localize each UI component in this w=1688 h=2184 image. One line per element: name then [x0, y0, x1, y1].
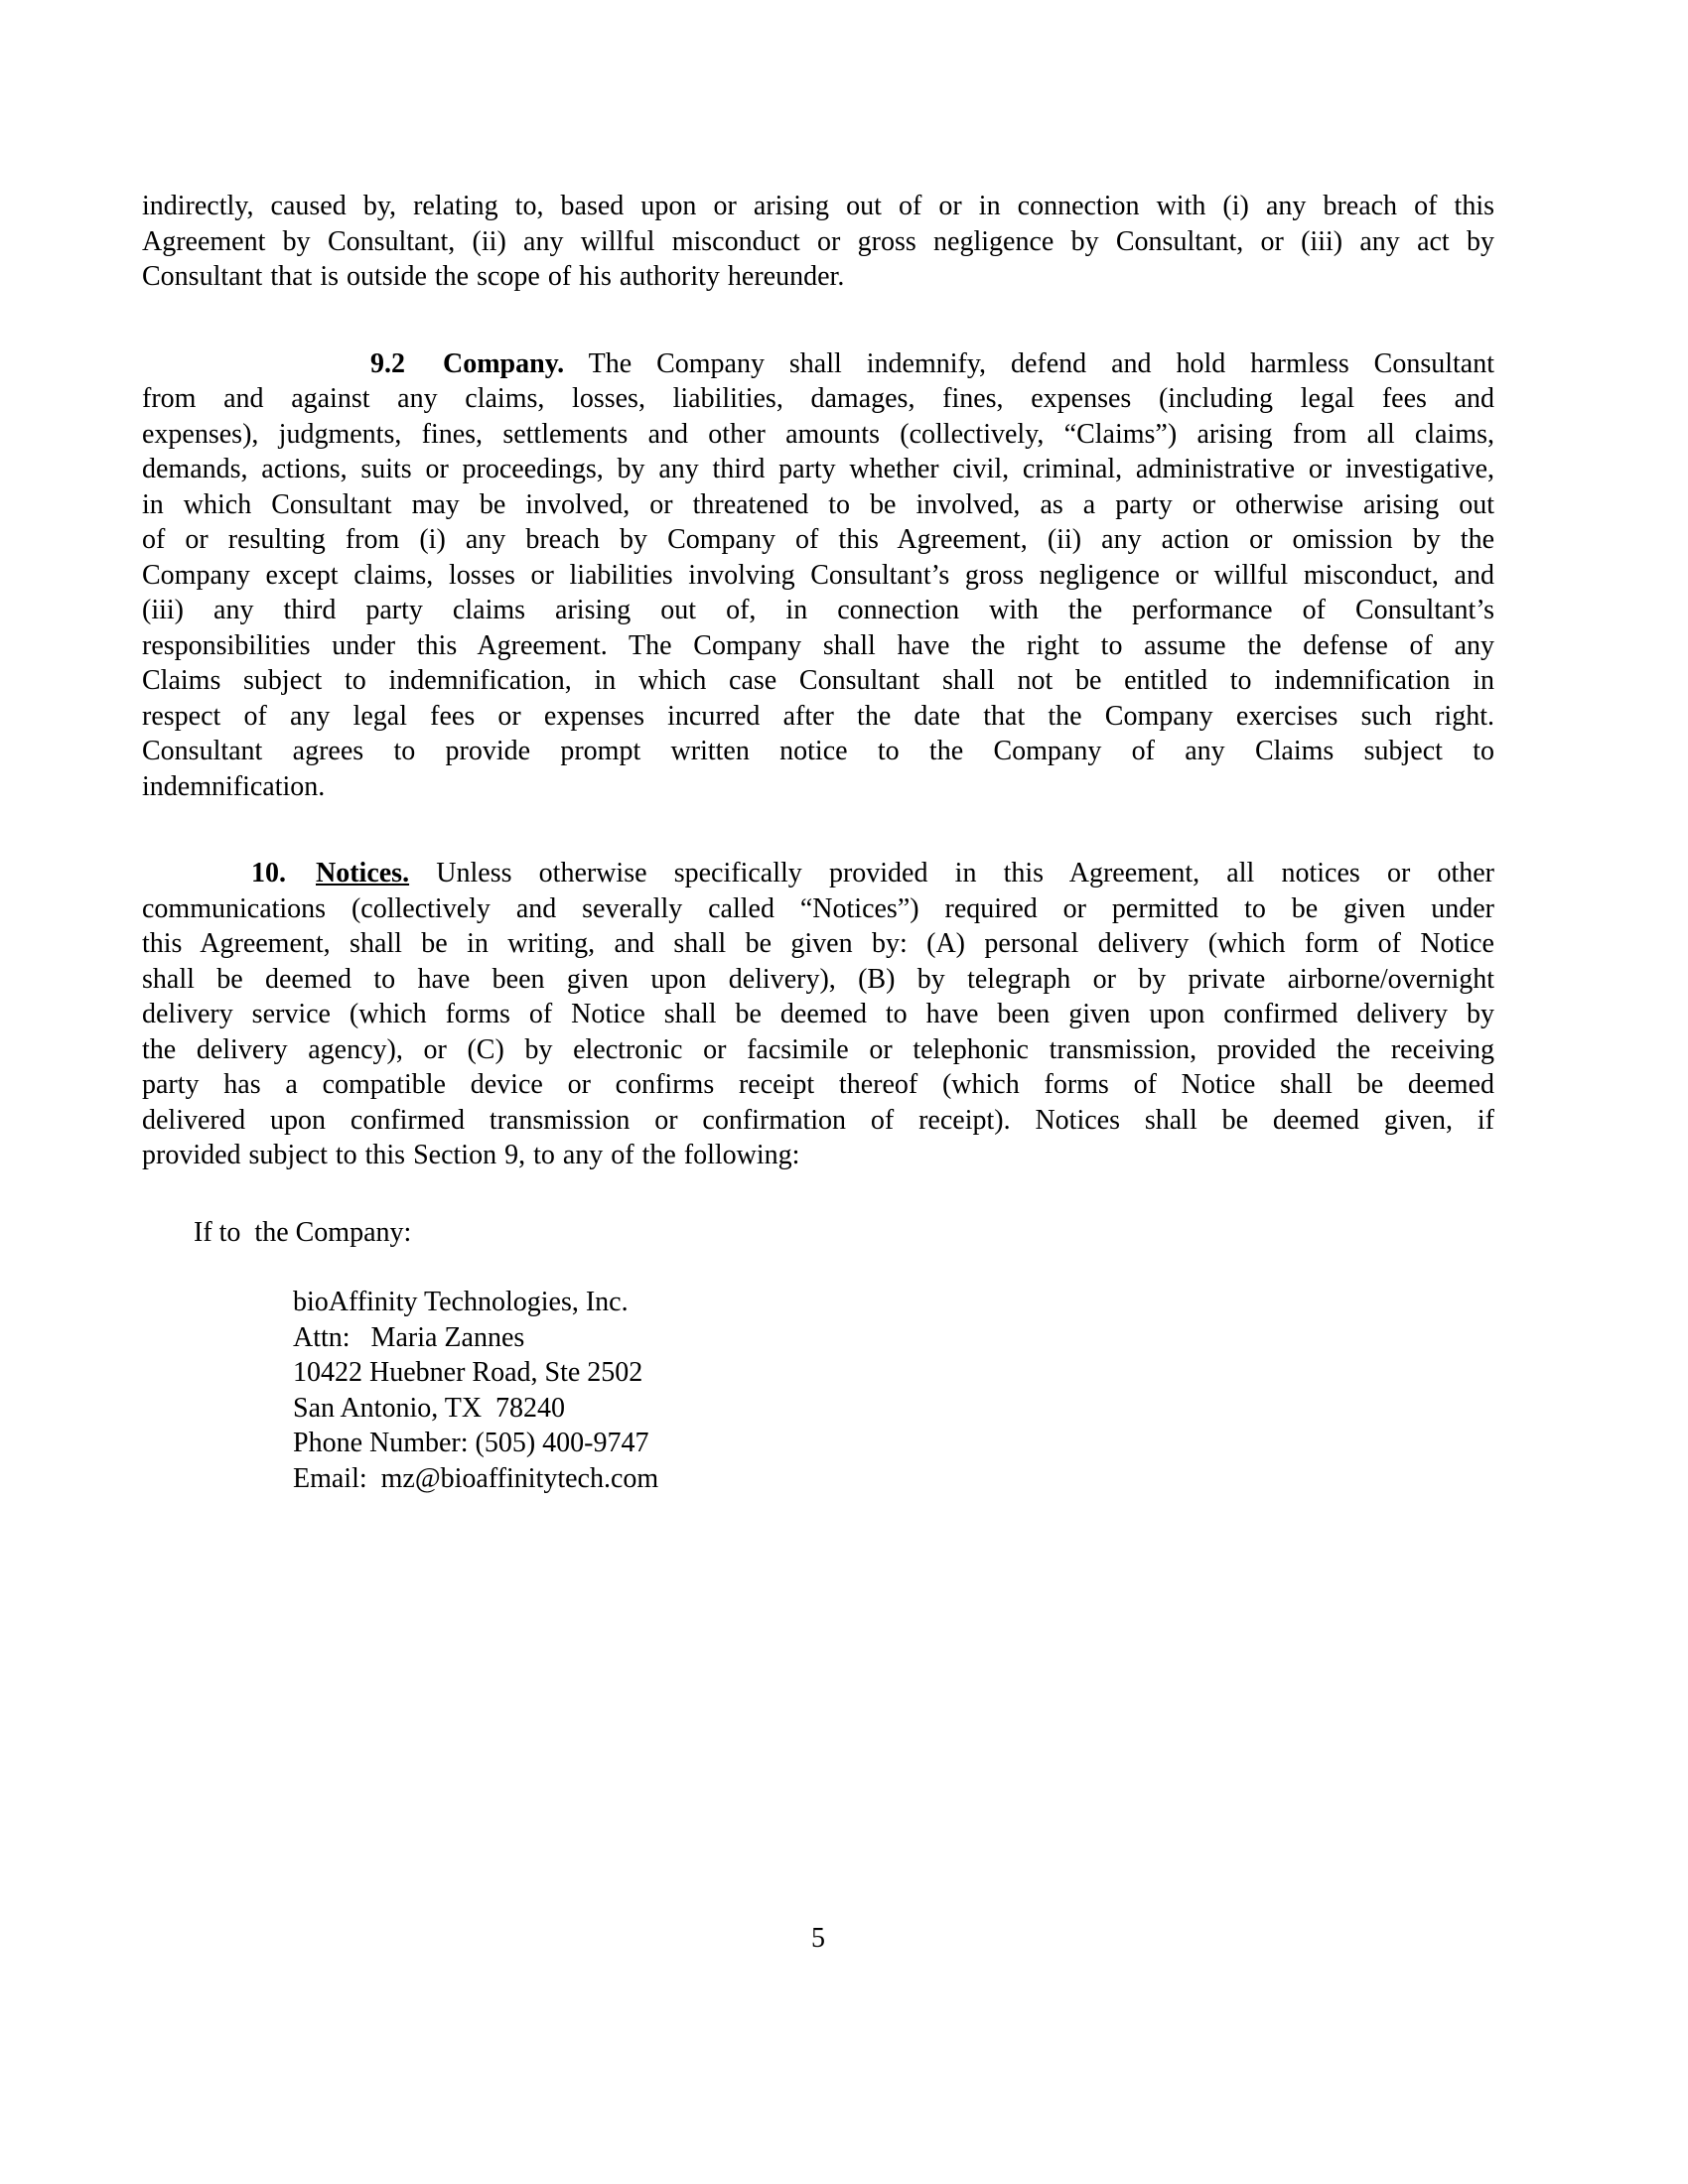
paragraph-gap	[142, 1250, 1494, 1285]
tab-gap	[286, 881, 316, 882]
email-line: Email: mz@bioaffinitytech.com	[293, 1462, 659, 1494]
text-line: from and against any claims, losses, liabilities, damages, fines, expenses (including legal fees and	[142, 383, 1494, 414]
city-state-zip-line: San Antonio, TX 78240	[293, 1392, 566, 1424]
document-text-block	[142, 0, 1494, 1496]
paragraph-gap	[142, 804, 1494, 856]
first-line-indent	[142, 881, 251, 882]
street-address-line: 10422 Huebner Road, Ste 2502	[293, 1357, 643, 1388]
text-line: demands, actions, suits or proceedings, by any third party whether civil, criminal, administrative or investigative,	[142, 454, 1494, 484]
paragraph-continuation	[142, 189, 1494, 295]
section-number: 9.2	[370, 347, 405, 379]
first-line-indent	[142, 371, 370, 372]
text-run: Unless otherwise specifically provided in this Agreement, all notices or other	[436, 858, 1494, 888]
text-line: Company except claims, losses or liabilities involving Consultant’s gross negligence or willful misconduct, and	[142, 559, 1494, 591]
if-to-company-line: If to the Company:	[194, 1216, 412, 1248]
attention-line: Attn: Maria Zannes	[293, 1321, 525, 1353]
company-name: bioAffinity Technologies, Inc.	[293, 1287, 629, 1317]
text-line: communications (collectively and severally called “Notices”) required or permitted to be given under	[142, 892, 1494, 924]
text-line	[142, 346, 1494, 382]
section-9-2-paragraph	[142, 346, 1494, 805]
text-line: delivery service (which forms of Notice shall be deemed to have been given upon confirmed delivery by	[142, 999, 1494, 1029]
top-margin	[142, 0, 1494, 189]
tab-gap	[405, 371, 443, 372]
text-line: Agreement by Consultant, (ii) any willful misconduct or gross negligence by Consultant, or (iii) any act by	[142, 225, 1494, 257]
text-line: respect of any legal fees or expenses incurred after the date that the Company exercises such right.	[142, 700, 1494, 732]
company-address-block	[293, 1285, 1494, 1496]
section-heading: Company.	[443, 347, 565, 379]
text-line: the delivery agency), or (C) by electronic or facsimile or telephonic transmission, provided the receiving	[142, 1033, 1494, 1065]
section-heading: Notices.	[316, 858, 410, 888]
section-number: 10.	[251, 858, 286, 888]
text-line: Consultant agrees to provide prompt written notice to the Company of any Claims subject to	[142, 736, 1494, 766]
paragraph-gap	[142, 1173, 1494, 1215]
page-number: 5	[811, 1923, 825, 1954]
text-line: shall be deemed to have been given upon delivery), (B) by telegraph or by private airborne/overnight	[142, 963, 1494, 995]
text-line: delivered upon confirmed transmission or confirmation of receipt). Notices shall be deemed given, if	[142, 1104, 1494, 1136]
text-line: responsibilities under this Agreement. The Company shall have the right to assume the defense of any	[142, 629, 1494, 661]
text-line	[142, 856, 1494, 891]
text-line: indemnification.	[142, 770, 326, 802]
text-line: Consultant that is outside the scope of his authority hereunder.	[142, 261, 845, 292]
text-line: indirectly, caused by, relating to, based upon or arising out of or in connection with (i) any breach of this	[142, 191, 1494, 221]
phone-number-line: Phone Number: (505) 400-9747	[293, 1428, 649, 1458]
text-run: The Company shall indemnify, defend and hold harmless Consultant	[588, 347, 1495, 379]
text-line: this Agreement, shall be in writing, and shall be given by: (A) personal delivery (which form of Notice	[142, 928, 1494, 959]
text-line: (iii) any third party claims arising out of, in connection with the performance of Consultant’s	[142, 595, 1494, 625]
text-line: Claims subject to indemnification, in which case Consultant shall not be entitled to indemnification in	[142, 665, 1494, 696]
text-line: in which Consultant may be involved, or threatened to be involved, as a party or otherwise arising out	[142, 488, 1494, 520]
text-line: party has a compatible device or confirms receipt thereof (which forms of Notice shall be deemed	[142, 1069, 1494, 1100]
text-line: provided subject to this Section 9, to any of the following:	[142, 1140, 800, 1170]
text-line: of or resulting from (i) any breach by Company of this Agreement, (ii) any action or omission by the	[142, 524, 1494, 555]
paragraph-gap	[142, 295, 1494, 346]
section-10-paragraph	[142, 856, 1494, 1173]
text-line: expenses), judgments, fines, settlements and other amounts (collectively, “Claims”) arising from all claims,	[142, 418, 1494, 450]
